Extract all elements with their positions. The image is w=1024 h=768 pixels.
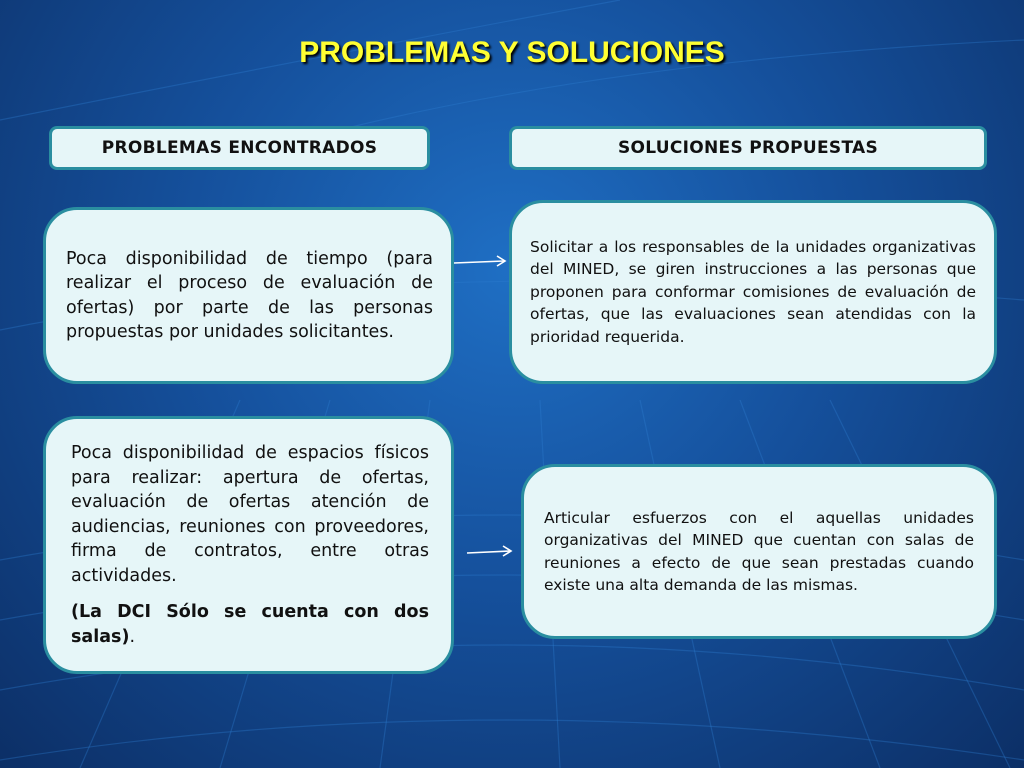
problem-card-2 (43, 416, 454, 674)
problem-note-2-suffix: . (129, 626, 136, 647)
problem-text-1: Poca disponibilidad de tiempo (para realizar el proceso de evaluación de ofertas) por parte de las personas propuestas por unidades solicitantes. (66, 248, 433, 342)
solutions-header: SOLUCIONES PROPUESTAS (509, 126, 987, 170)
problems-header: PROBLEMAS ENCONTRADOS (49, 126, 430, 170)
slide-title: PROBLEMAS Y SOLUCIONES (299, 36, 725, 69)
solution-card-2 (521, 464, 997, 639)
problem-text-2: Poca disponibilidad de espacios físicos para realizar: apertura de ofertas, evaluación de ofertas atención de audiencias, reuniones con proveedores, firma de contratos, entre otras actividades. (71, 443, 429, 586)
problem-card-1 (43, 207, 454, 384)
arrow-right-icon (465, 542, 517, 562)
solution-text-2: Articular esfuerzos con el aquellas unidades organizativas del MINED que cuentan con salas de reuniones a efecto de que sean prestadas cuando existe una alta demanda de las mismas. (544, 508, 974, 594)
problem-note-2 (71, 600, 429, 649)
arrow-right-icon (452, 252, 512, 272)
solution-text-1: Solicitar a los responsables de la unidades organizativas del MINED, se giren instrucciones a las personas que proponen para conformar comisiones de evaluación de ofertas, que las evaluaciones sean atendidas con la prioridad requerida. (530, 237, 976, 346)
solution-card-1 (509, 200, 997, 384)
problem-note-2-text: (La DCI Sólo se cuenta con dos salas) (71, 602, 429, 647)
